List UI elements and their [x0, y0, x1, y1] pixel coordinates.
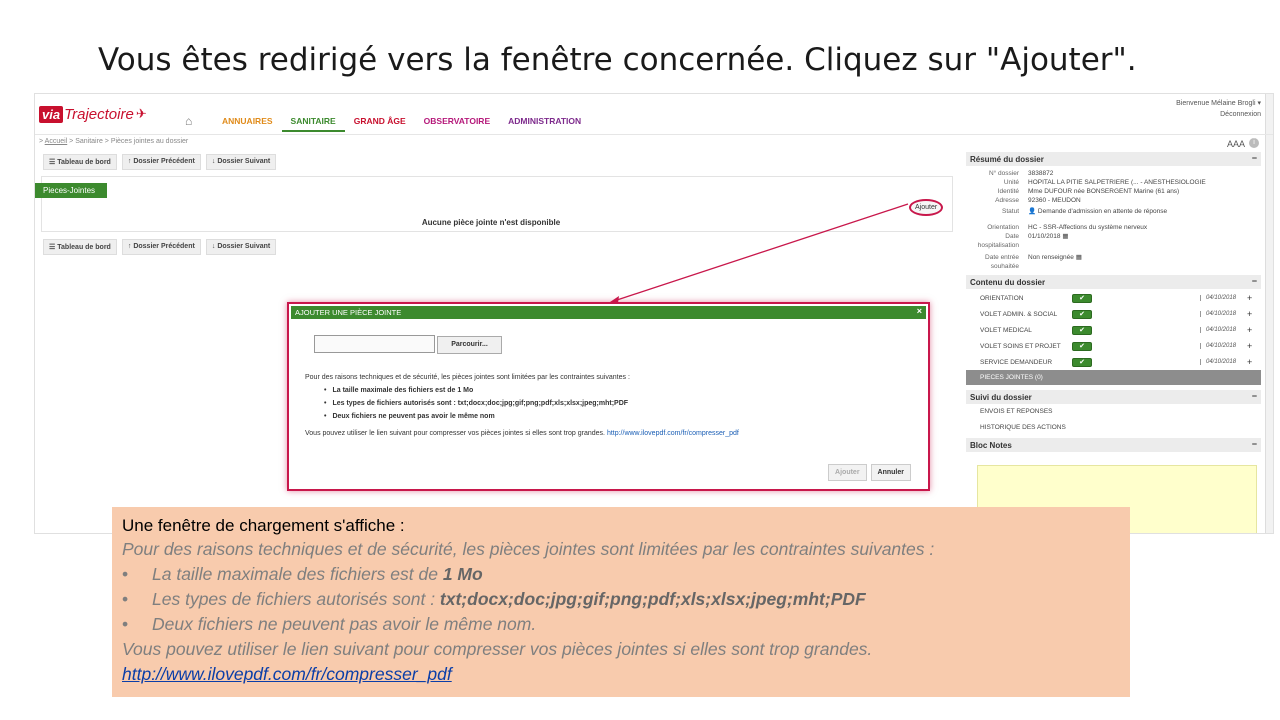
nav-administration[interactable]: ADMINISTRATION	[508, 116, 582, 126]
resume-label: Orientation	[987, 224, 1019, 231]
suivi-header[interactable]	[966, 390, 1261, 404]
explanation-callout	[112, 507, 1130, 697]
calendar-icon[interactable]: ▦	[1062, 233, 1069, 240]
contenu-row[interactable]	[966, 354, 1261, 370]
contenu-title: Contenu du dossier	[970, 278, 1046, 287]
check-icon: ✔	[1072, 326, 1092, 335]
nav-grand-age[interactable]: GRAND ÂGE	[353, 116, 406, 126]
font-size-control[interactable]: AAA	[1226, 139, 1245, 149]
close-icon[interactable]: ×	[916, 306, 922, 316]
prev-folder-button[interactable]	[122, 239, 201, 255]
modal-header	[291, 306, 926, 319]
resume-row	[966, 178, 1261, 187]
dashboard-label: Tableau de bord	[57, 159, 111, 166]
prev-folder-button[interactable]	[122, 154, 201, 170]
user-area	[1176, 98, 1261, 120]
plus-icon[interactable]: +	[1247, 357, 1253, 367]
divider	[35, 134, 1273, 135]
bullet-dot: •	[122, 589, 129, 609]
empty-message: Aucune pièce jointe n'est disponible	[421, 218, 561, 227]
contenu-name: SERVICE DEMANDEUR	[980, 358, 1053, 366]
nav-annuaires[interactable]: ANNUAIRES	[222, 116, 273, 126]
home-icon[interactable]: ⌂	[185, 114, 193, 128]
collapse-icon[interactable]: −	[1251, 391, 1257, 401]
calendar-icon[interactable]: ▦	[1075, 254, 1082, 261]
file-input[interactable]	[314, 335, 435, 353]
resume-body	[966, 166, 1261, 271]
check-icon: ✔	[1072, 358, 1092, 367]
resume-value: HC - SSR-Affections du système nerveux	[1028, 224, 1148, 231]
bullet-text: Deux fichiers ne peuvent pas avoir le même nom.	[152, 614, 537, 634]
main-nav	[213, 116, 590, 132]
plus-icon[interactable]: +	[1247, 293, 1253, 303]
top-bar	[35, 94, 1273, 136]
arrow-down-icon: ↓	[211, 243, 216, 250]
resume-label: Statut	[1002, 208, 1019, 215]
user-status-icon: 👤	[1028, 208, 1037, 215]
pieces-jointes-row[interactable]: PIECES JOINTES (0)	[966, 370, 1261, 385]
breadcrumb-rest: > Sanitaire > Pièces jointes au dossier	[67, 138, 189, 145]
prev-label: Dossier Précédent	[133, 158, 195, 165]
bloc-notes-title: Bloc Notes	[970, 441, 1012, 450]
hospitalisation-date: 01/10/2018	[1028, 233, 1061, 240]
nav-observatoire[interactable]: OBSERVATOIRE	[423, 116, 491, 126]
callout-compress: Vous pouvez utiliser le lien suivant pour compresser vos pièces jointes si elles sont trop grandes.	[122, 639, 873, 659]
resume-value	[1028, 253, 1261, 271]
bullet-text: La taille maximale des fichiers est de	[152, 564, 443, 584]
modal-add-button[interactable]: Ajouter	[828, 464, 867, 481]
dashboard-label: Tableau de bord	[57, 244, 111, 251]
suivi-title: Suivi du dossier	[970, 393, 1032, 402]
suivi-historique[interactable]: HISTORIQUE DES ACTIONS	[980, 424, 1066, 431]
right-sidebar	[966, 152, 1261, 534]
contenu-row[interactable]	[966, 322, 1261, 338]
callout-bullet	[122, 587, 1120, 612]
resume-row	[966, 253, 1261, 271]
list-icon: ☰	[49, 244, 56, 251]
modal-title: AJOUTER UNE PIÈCE JOINTE	[295, 308, 402, 317]
contenu-date: 04/10/2018	[1200, 295, 1236, 301]
callout-link[interactable]: http://www.ilovepdf.com/fr/compresser_pdf	[122, 664, 452, 684]
plus-icon[interactable]: +	[1247, 309, 1253, 319]
toolbar-top	[43, 154, 276, 170]
contenu-row[interactable]	[966, 290, 1261, 306]
add-attachment-modal	[287, 302, 930, 491]
attachments-tab[interactable]: Pieces-Jointes	[35, 183, 107, 198]
status-text: Demande d'admission en attente de réponse	[1037, 208, 1168, 215]
prev-label: Dossier Précédent	[133, 243, 195, 250]
callout-intro: Pour des raisons techniques et de sécurité, les pièces jointes sont limitées par les contraintes suivantes :	[122, 539, 935, 559]
resume-label: Adresse	[995, 197, 1019, 204]
breadcrumb-home[interactable]: Accueil	[44, 138, 68, 145]
logout-link[interactable]: Déconnexion	[1220, 111, 1261, 118]
bullet-text: Les types de fichiers autorisés sont :	[152, 589, 440, 609]
toolbar-bottom	[43, 239, 276, 255]
contenu-name: VOLET ADMIN. & SOCIAL	[980, 310, 1058, 318]
dashboard-button[interactable]	[43, 239, 117, 255]
welcome-text[interactable]: Bienvenue Mélaine Brogli	[1176, 100, 1256, 107]
check-icon: ✔	[1072, 310, 1092, 319]
resume-label: Date hospitalisation	[977, 233, 1019, 249]
logo-trajectoire: Trajectoire	[64, 105, 134, 123]
compress-link[interactable]: http://www.ilovepdf.com/fr/compresser_pdf	[606, 430, 739, 437]
modal-cancel-button[interactable]: Annuler	[871, 464, 911, 481]
arrow-up-icon: ↑	[127, 243, 132, 250]
plus-icon[interactable]: +	[1247, 341, 1253, 351]
contenu-body	[966, 289, 1261, 385]
contenu-date: 04/10/2018	[1200, 343, 1236, 349]
slide-title: Vous êtes redirigé vers la fenêtre concernée. Cliquez sur "Ajouter".	[98, 42, 1137, 78]
modal-footer	[828, 464, 911, 481]
next-label: Dossier Suivant	[217, 158, 271, 165]
contenu-row[interactable]	[966, 338, 1261, 354]
add-attachment-button[interactable]: Ajouter	[909, 199, 943, 216]
arrow-up-icon: ↑	[127, 158, 132, 165]
list-icon: ☰	[49, 159, 56, 166]
resume-row	[966, 187, 1261, 196]
resume-label: Date entrée souhaitée	[985, 254, 1019, 270]
contenu-header[interactable]	[966, 275, 1261, 289]
collapse-icon[interactable]: −	[1251, 439, 1257, 449]
next-folder-button[interactable]	[206, 154, 276, 170]
entry-date: Non renseignée	[1028, 254, 1074, 261]
contenu-name: ORIENTATION	[980, 294, 1024, 302]
breadcrumb	[39, 138, 188, 145]
collapse-icon[interactable]: −	[1251, 276, 1257, 286]
contenu-name: VOLET MEDICAL	[980, 326, 1032, 334]
check-icon: ✔	[1072, 342, 1092, 351]
resume-label: Unité	[1003, 179, 1019, 186]
plus-icon[interactable]: +	[1247, 325, 1253, 335]
resume-label: Identité	[997, 188, 1019, 195]
breadcrumb-prefix: >	[39, 138, 45, 145]
contenu-date: 04/10/2018	[1200, 359, 1236, 365]
compress-paragraph	[305, 428, 905, 440]
callout-bullet	[122, 612, 1120, 637]
modal-instructions	[305, 372, 905, 440]
arrow-down-icon: ↓	[211, 158, 216, 165]
resume-value	[1028, 207, 1261, 216]
logo-via: via	[39, 106, 63, 123]
contenu-date: 04/10/2018	[1200, 327, 1236, 333]
resume-value: Mme DUFOUR née BONSERGENT Marine (61 ans)	[1028, 188, 1180, 195]
scrollbar[interactable]	[1265, 94, 1273, 533]
rule-item: • Deux fichiers ne peuvent pas avoir le même nom	[324, 410, 905, 423]
resume-value: 3838872	[1028, 170, 1054, 177]
resume-row	[966, 223, 1261, 232]
contenu-name: VOLET SOINS ET PROJET	[980, 342, 1061, 350]
callout-heading: Une fenêtre de chargement s'affiche :	[122, 516, 405, 535]
next-label: Dossier Suivant	[217, 243, 271, 250]
dashboard-button[interactable]	[43, 154, 117, 170]
modal-intro: Pour des raisons techniques et de sécurité, les pièces jointes sont limitées par les contraintes suivantes :	[305, 374, 630, 381]
resume-row	[966, 169, 1261, 178]
plane-icon: ✈	[135, 106, 147, 121]
info-icon[interactable]: i	[1249, 138, 1259, 148]
compress-text: Vous pouvez utiliser le lien suivant pour compresser vos pièces jointes si elles sont trop grandes.	[305, 430, 607, 437]
resume-row	[966, 232, 1261, 250]
resume-value: HOPITAL LA PITIE SALPETRIERE (... - ANESTHESIOLOGIE	[1028, 179, 1206, 186]
bullet-bold: txt;docx;doc;jpg;gif;png;pdf;xls;xlsx;jpeg;mht;PDF	[439, 589, 866, 609]
resume-header[interactable]	[966, 152, 1261, 166]
rule-item: • Les types de fichiers autorisés sont : txt;docx;doc;jpg;gif;png;pdf;xls;xlsx;jpeg;mht;PDF	[324, 397, 905, 410]
collapse-icon[interactable]: −	[1251, 153, 1257, 163]
rule-item: • La taille maximale des fichiers est de 1 Mo	[324, 384, 905, 397]
bullet-bold: 1 Mo	[442, 564, 483, 584]
resume-value	[1028, 232, 1261, 250]
browse-button[interactable]: Parcourir...	[437, 336, 502, 354]
next-folder-button[interactable]	[206, 239, 276, 255]
suivi-envois[interactable]: ENVOIS ET REPONSES	[980, 408, 1053, 415]
resume-label: N° dossier	[988, 170, 1019, 177]
app-logo[interactable]	[39, 103, 147, 125]
chevron-down-icon[interactable]: ▾	[1257, 100, 1261, 107]
bloc-notes-header[interactable]	[966, 438, 1261, 452]
bullet-dot: •	[122, 564, 129, 584]
bullet-dot: •	[122, 614, 129, 634]
resume-value: 92360 - MEUDON	[1028, 197, 1081, 204]
nav-sanitaire[interactable]: SANITAIRE	[282, 116, 345, 132]
contenu-row[interactable]	[966, 306, 1261, 322]
resume-row	[966, 207, 1261, 216]
resume-row	[966, 196, 1261, 205]
resume-title: Résumé du dossier	[970, 155, 1044, 164]
rules-list	[305, 384, 905, 423]
contenu-date: 04/10/2018	[1200, 311, 1236, 317]
check-icon: ✔	[1072, 294, 1092, 303]
callout-bullet	[122, 562, 1120, 587]
